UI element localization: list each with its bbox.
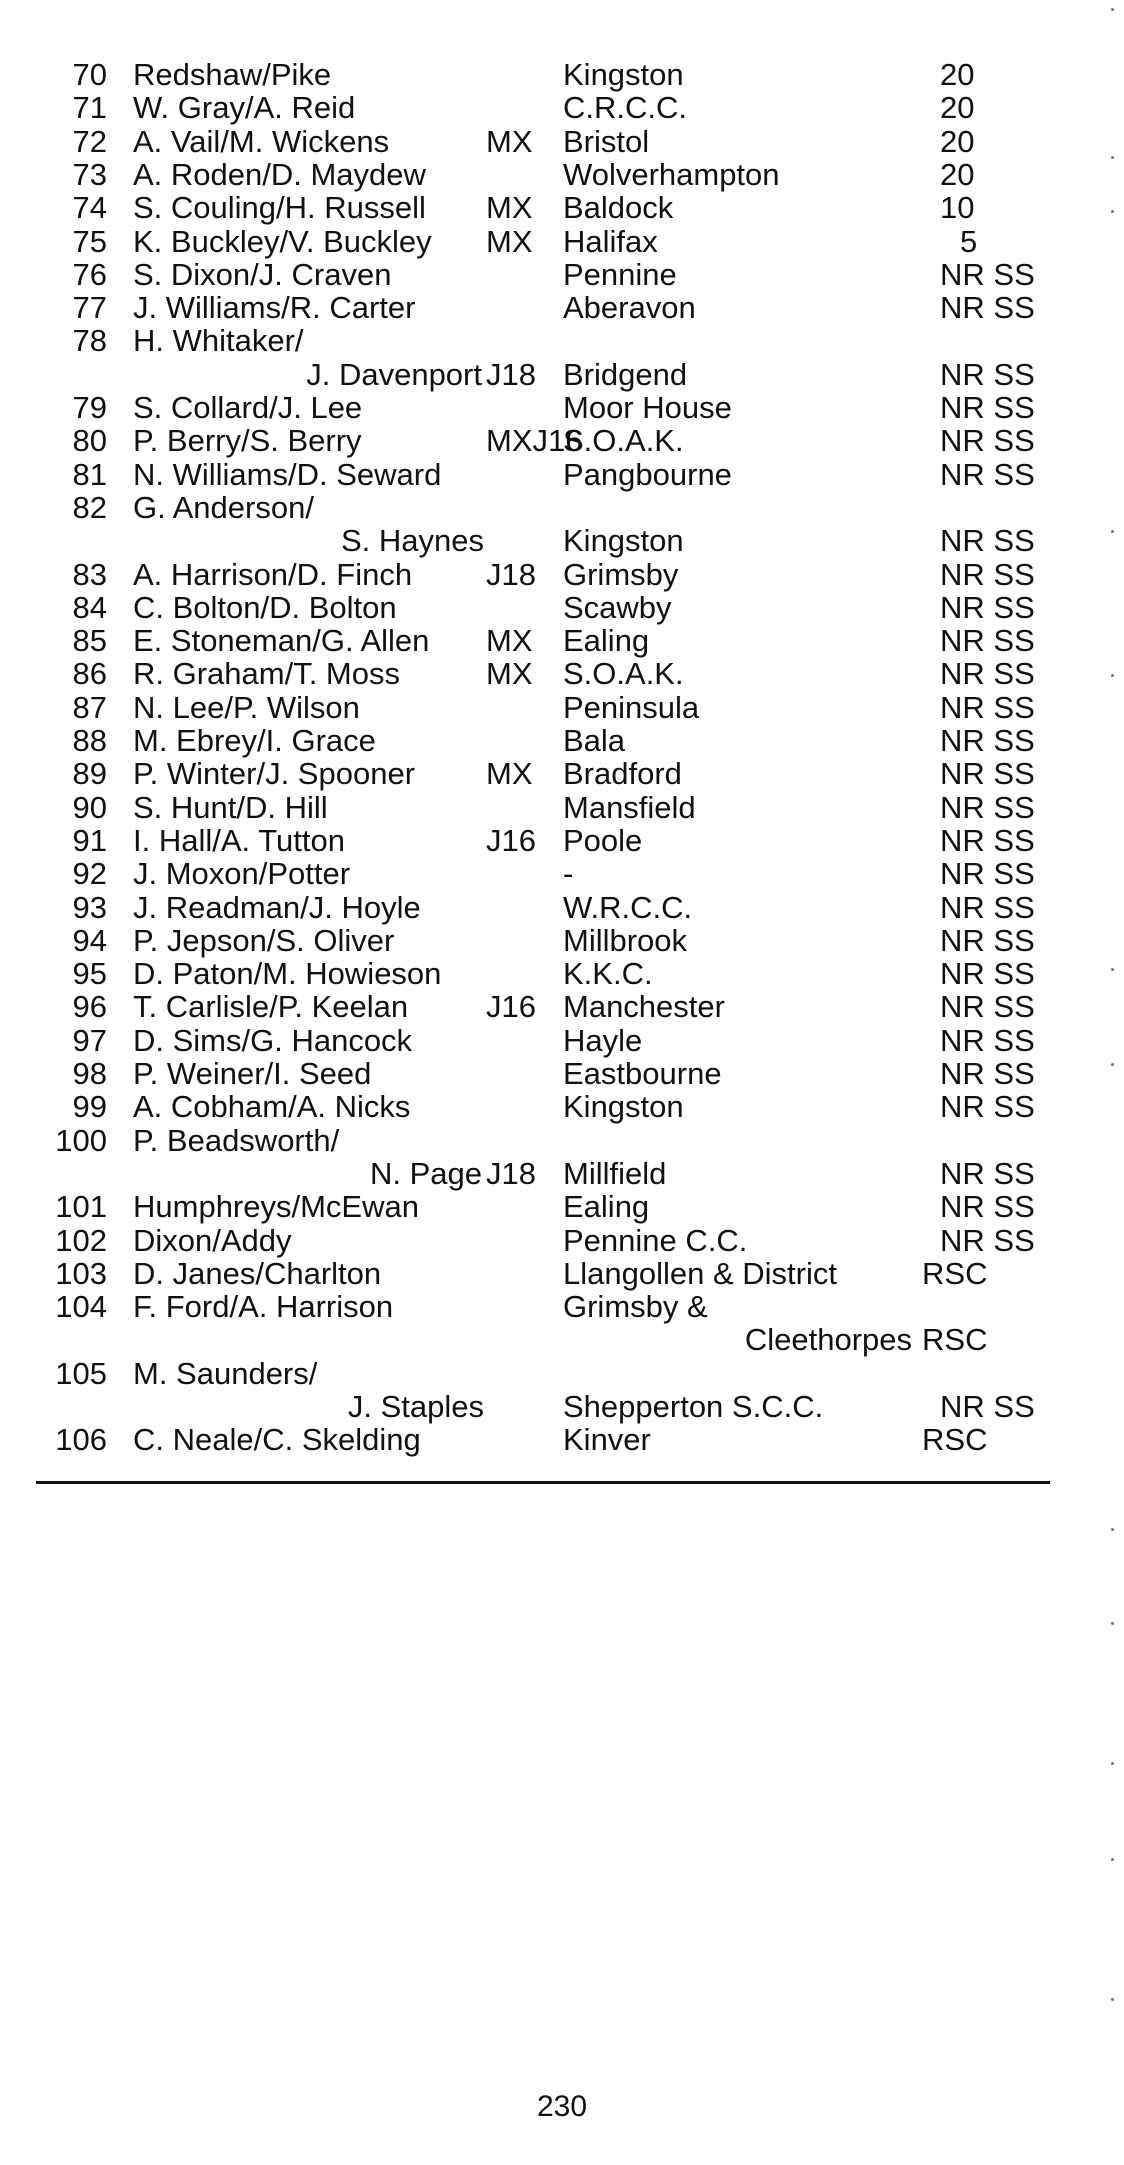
entry-category: J18 xyxy=(486,356,536,392)
entry-category: MX xyxy=(486,623,533,659)
entry-number: 78 xyxy=(72,323,107,359)
entry-category: MXJ16 xyxy=(486,423,583,459)
entry-club: C.R.C.C. xyxy=(563,90,687,126)
entry-name: F. Ford/A. Harrison xyxy=(133,1289,394,1325)
entry-club: W.R.C.C. xyxy=(563,889,693,925)
entry-category: MX xyxy=(486,756,533,792)
entry-category: J18 xyxy=(486,1155,536,1191)
margin-speck xyxy=(1111,530,1114,533)
entry-number: 81 xyxy=(72,456,107,492)
entry-name: P. Jepson/S. Oliver xyxy=(133,922,395,958)
entry-club: Bala xyxy=(563,723,626,758)
entry-number: 80 xyxy=(72,423,107,459)
margin-speck xyxy=(1111,1528,1114,1531)
entry-number: 96 xyxy=(72,989,107,1025)
entry-name: P. Beadsworth/ xyxy=(133,1122,340,1158)
entry-result: NR SS xyxy=(940,789,1035,825)
entry-club: Kingston xyxy=(563,523,684,559)
entry-number: 75 xyxy=(72,223,107,259)
entry-category: MX xyxy=(486,223,533,259)
entry-name-continued: N. Page xyxy=(369,1155,482,1191)
entry-result: NR SS xyxy=(940,723,1035,758)
entry-number: 104 xyxy=(55,1289,107,1325)
entry-result: NR SS xyxy=(940,756,1035,792)
entry-number: 87 xyxy=(72,689,107,725)
entry-club: K.K.C. xyxy=(563,956,653,992)
entry-club: Mansfield xyxy=(563,789,696,825)
entry-number: 76 xyxy=(72,256,107,292)
entry-name: H. Whitaker/ xyxy=(133,323,304,359)
entry-number: 88 xyxy=(72,723,107,758)
entry-name: D. Paton/M. Howieson xyxy=(133,956,442,992)
entry-name: K. Buckley/V. Buckley xyxy=(133,223,432,259)
entry-result: NR SS xyxy=(940,1089,1035,1125)
entry-name: W. Gray/A. Reid xyxy=(133,90,356,126)
entry-number: 100 xyxy=(55,1122,107,1158)
entry-category: MX xyxy=(486,123,533,159)
entry-name: P. Berry/S. Berry xyxy=(133,423,362,459)
margin-speck xyxy=(1111,1063,1114,1066)
entry-name: S. Collard/J. Lee xyxy=(133,390,363,425)
entry-result: RSC xyxy=(922,1422,988,1458)
entry-number: 84 xyxy=(72,589,107,625)
entry-club: Aberavon xyxy=(563,290,696,326)
entry-name: M. Saunders/ xyxy=(133,1355,318,1391)
entry-club: Kingston xyxy=(563,1089,684,1125)
entry-club: Millbrook xyxy=(563,922,688,958)
entry-number: 77 xyxy=(72,290,107,326)
margin-speck xyxy=(1111,968,1114,971)
entry-result: 20 xyxy=(940,123,975,159)
entry-result: 10 xyxy=(940,190,975,226)
entry-club: Bristol xyxy=(563,123,650,159)
entry-number: 72 xyxy=(72,123,107,159)
entry-name: J. Moxon/Potter xyxy=(133,856,351,892)
entry-name: M. Ebrey/I. Grace xyxy=(133,723,376,758)
entry-name: C. Bolton/D. Bolton xyxy=(133,589,397,625)
entry-number: 82 xyxy=(72,489,107,525)
margin-speck xyxy=(1111,1858,1114,1861)
entry-result: NR SS xyxy=(940,623,1035,659)
divider-line xyxy=(36,1481,1050,1484)
entry-club: Millfield xyxy=(563,1155,667,1191)
entry-number: 71 xyxy=(72,90,107,126)
entry-category: J16 xyxy=(486,989,536,1025)
entry-club: Ealing xyxy=(563,1189,650,1225)
entry-result: NR SS xyxy=(940,1222,1035,1258)
entry-number: 89 xyxy=(72,756,107,792)
entry-name: D. Janes/Charlton xyxy=(133,1255,382,1291)
entry-result: NR SS xyxy=(940,889,1035,925)
entry-club: Peninsula xyxy=(563,689,700,725)
entry-club-continued: Cleethorpes xyxy=(744,1322,912,1358)
entry-name: E. Stoneman/G. Allen xyxy=(133,623,430,659)
entry-number: 103 xyxy=(55,1255,107,1291)
entry-number: 93 xyxy=(72,889,107,925)
entry-club: - xyxy=(563,856,574,892)
entry-name: A. Cobham/A. Nicks xyxy=(133,1089,411,1125)
entry-number: 94 xyxy=(72,922,107,958)
entry-result: NR SS xyxy=(940,989,1035,1025)
entry-name: A. Harrison/D. Finch xyxy=(133,556,413,592)
entry-result: NR SS xyxy=(940,589,1035,625)
entry-number: 83 xyxy=(72,556,107,592)
entry-club: Pennine C.C. xyxy=(563,1222,748,1258)
entry-name: Humphreys/McEwan xyxy=(133,1189,419,1225)
entry-result: NR SS xyxy=(940,956,1035,992)
entry-result: 20 xyxy=(940,57,975,92)
entry-name: R. Graham/T. Moss xyxy=(133,656,400,692)
entry-club: Kingston xyxy=(563,57,684,92)
margin-speck xyxy=(1111,156,1114,159)
entry-club: Hayle xyxy=(563,1022,643,1058)
entry-name-continued: S. Haynes xyxy=(340,523,484,559)
entry-name: Dixon/Addy xyxy=(133,1222,292,1258)
entry-number: 102 xyxy=(55,1222,107,1258)
entry-club: Wolverhampton xyxy=(563,156,780,192)
entry-club: S.O.A.K. xyxy=(563,656,684,692)
entry-number: 101 xyxy=(55,1189,107,1225)
entry-result: NR SS xyxy=(940,356,1035,392)
entry-club: Kinver xyxy=(563,1422,651,1458)
entry-club: Eastbourne xyxy=(563,1056,722,1091)
entry-club: Manchester xyxy=(563,989,725,1025)
entry-result: 20 xyxy=(940,90,975,126)
entry-number: 85 xyxy=(72,623,107,659)
entry-club: Bridgend xyxy=(563,356,688,392)
entry-result: NR SS xyxy=(940,1056,1035,1091)
entry-result: 5 xyxy=(960,223,978,259)
margin-speck xyxy=(1111,210,1114,213)
entry-name: A. Vail/M. Wickens xyxy=(133,123,390,159)
entry-category: J16 xyxy=(486,822,536,858)
entry-number: 74 xyxy=(72,190,107,226)
entry-name-continued: J. Staples xyxy=(347,1389,484,1424)
entry-club: Shepperton S.C.C. xyxy=(563,1389,824,1424)
margin-speck xyxy=(1111,1998,1114,2001)
entry-club: Scawby xyxy=(563,589,672,625)
entry-club: Grimsby xyxy=(563,556,679,592)
entry-number: 98 xyxy=(72,1056,107,1091)
entry-result: NR SS xyxy=(940,423,1035,459)
entry-name: Redshaw/Pike xyxy=(133,57,332,92)
entry-name: A. Roden/D. Maydew xyxy=(133,156,426,192)
entry-name: N. Lee/P. Wilson xyxy=(133,689,360,725)
entry-number: 97 xyxy=(72,1022,107,1058)
entry-club: Pennine xyxy=(563,256,677,292)
entry-result: NR SS xyxy=(940,856,1035,892)
entry-number: 79 xyxy=(72,390,107,425)
entry-name: S. Couling/H. Russell xyxy=(133,190,426,226)
entry-name-continued: J. Davenport xyxy=(306,356,482,392)
entry-result: NR SS xyxy=(940,1155,1035,1191)
entry-name: P. Weiner/I. Seed xyxy=(133,1056,372,1091)
entry-number: 90 xyxy=(72,789,107,825)
entry-result: RSC xyxy=(922,1255,988,1291)
entry-result: NR SS xyxy=(940,689,1035,725)
entry-name: J. Williams/R. Carter xyxy=(133,290,416,326)
entry-club: Llangollen & District xyxy=(563,1255,837,1291)
entry-result: NR SS xyxy=(940,822,1035,858)
entry-result: RSC xyxy=(922,1322,988,1358)
entry-name: T. Carlisle/P. Keelan xyxy=(133,989,409,1025)
entry-result: NR SS xyxy=(940,556,1035,592)
margin-speck xyxy=(1111,8,1114,11)
entry-result: NR SS xyxy=(940,922,1035,958)
entry-result: 20 xyxy=(940,156,975,192)
entry-name: D. Sims/G. Hancock xyxy=(133,1022,413,1058)
entry-number: 106 xyxy=(55,1422,107,1458)
entry-result: NR SS xyxy=(940,656,1035,692)
entry-club: Bradford xyxy=(563,756,682,792)
entry-name: P. Winter/J. Spooner xyxy=(133,756,416,792)
entry-name: I. Hall/A. Tutton xyxy=(133,822,345,858)
entry-result: NR SS xyxy=(940,290,1035,326)
entry-number: 86 xyxy=(72,656,107,692)
entry-result: NR SS xyxy=(940,1389,1035,1424)
entry-number: 92 xyxy=(72,856,107,892)
entry-name: S. Hunt/D. Hill xyxy=(133,789,328,825)
margin-speck xyxy=(1111,1622,1114,1625)
entry-club: Pangbourne xyxy=(563,456,732,492)
entry-club: S.O.A.K. xyxy=(563,423,684,459)
entry-result: NR SS xyxy=(940,456,1035,492)
entry-category: MX xyxy=(486,190,533,226)
entry-category: MX xyxy=(486,656,533,692)
entry-club: Baldock xyxy=(563,190,674,226)
entry-result: NR SS xyxy=(940,523,1035,559)
entry-result: NR SS xyxy=(940,256,1035,292)
entry-number: 70 xyxy=(72,57,107,92)
entry-number: 99 xyxy=(72,1089,107,1125)
entry-name: S. Dixon/J. Craven xyxy=(133,256,392,292)
entry-result: NR SS xyxy=(940,1022,1035,1058)
entry-name: G. Anderson/ xyxy=(133,489,314,525)
entry-result: NR SS xyxy=(940,390,1035,425)
entry-club: Poole xyxy=(563,822,643,858)
entry-club: Moor House xyxy=(563,390,732,425)
entry-name: C. Neale/C. Skelding xyxy=(133,1422,421,1458)
entry-club: Grimsby & xyxy=(563,1289,708,1325)
entry-number: 95 xyxy=(72,956,107,992)
entry-club: Halifax xyxy=(563,223,658,259)
entry-name: N. Williams/D. Seward xyxy=(133,456,442,492)
entry-result: NR SS xyxy=(940,1189,1035,1225)
entry-number: 105 xyxy=(55,1355,107,1391)
entry-number: 73 xyxy=(72,156,107,192)
margin-speck xyxy=(1111,1762,1114,1765)
entry-name: J. Readman/J. Hoyle xyxy=(133,889,421,925)
page-number: 230 xyxy=(536,2090,588,2123)
entry-category: J18 xyxy=(486,556,536,592)
margin-speck xyxy=(1111,674,1114,677)
entry-number: 91 xyxy=(72,822,107,858)
entry-club: Ealing xyxy=(563,623,650,659)
